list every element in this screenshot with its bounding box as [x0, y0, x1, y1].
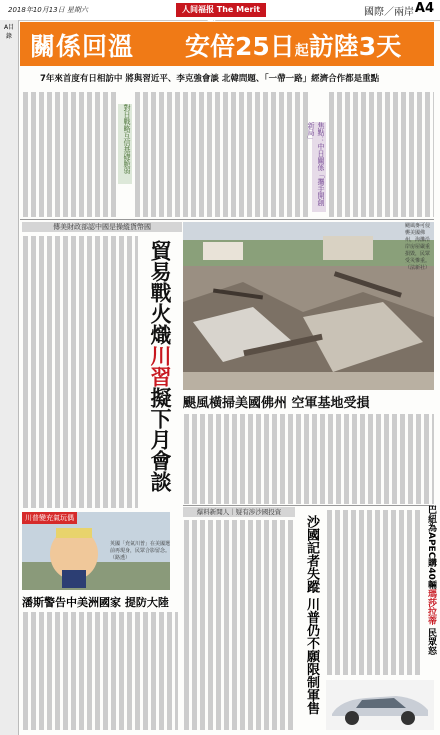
saudi-story-text — [183, 520, 295, 730]
lead-story-text — [22, 92, 118, 217]
hurricane-image — [183, 222, 434, 390]
page-header — [0, 0, 440, 21]
cartoon-caption: 英國「充氣川普」在美國選前再現身，民眾合影留念。（路透） — [110, 541, 171, 561]
lead-headline-left: 關係回溫 — [30, 32, 135, 61]
photo-caption: 颶風麥可侵襲美國佛州，海灘沿岸房屋嚴重損毀，民眾受災慘重。（法新社） — [405, 223, 431, 271]
storm-headline: 颶風橫掃美國佛州 空軍基地受損 — [183, 396, 370, 411]
cartoon-tag: 川普變充氣玩偶 — [22, 512, 77, 524]
trade-story-text — [22, 236, 138, 508]
trade-headline — [140, 240, 180, 510]
trade-headline-b: 擬下月會談 — [148, 387, 172, 492]
saudi-headline: 沙國記者失蹤 川普仍不願限制軍售 — [304, 515, 319, 715]
lead-headline-banner — [20, 22, 434, 66]
section-label: 國際／兩岸 — [364, 7, 414, 18]
apec-headline-red: 瑪莎拉蒂 — [426, 588, 436, 625]
lead-headline-right-b: 訪陸3天 — [308, 32, 402, 61]
trade-headline-red: 川習 — [148, 345, 172, 387]
apec-headline-b: 民眾怒 — [426, 624, 436, 655]
storm-story-text — [183, 414, 434, 504]
side-tag-purple: 焦點：中日關係「攜手開創新局」 — [312, 122, 326, 212]
pence-story-text — [22, 612, 178, 730]
hurricane-photo — [183, 222, 434, 390]
apec-headline — [425, 505, 438, 655]
lead-story-text-3 — [328, 92, 434, 217]
car-image — [326, 680, 434, 730]
trade-story-tag: 傳美財政部認中國是操縱貨幣國 — [22, 222, 182, 232]
bottom-divider — [183, 505, 434, 506]
lead-headline-right — [185, 27, 401, 63]
masthead-logo: 人间福报 The Merit — [176, 3, 266, 17]
index-sidebar — [0, 20, 19, 735]
saudi-story-tag: 爆料新聞人｜疑有涉沙國投資 — [183, 507, 295, 517]
lead-headline-right-small: 起 — [294, 43, 309, 59]
section-divider — [20, 219, 434, 220]
trade-headline-a: 貿易戰火熾 — [148, 240, 172, 345]
page-number: A4 — [414, 1, 434, 16]
lead-headline-right-a: 安倍25日 — [185, 32, 295, 61]
index-label: A目錄 — [3, 24, 15, 40]
apec-story-text — [326, 510, 422, 675]
side-tag-green: 對日戰略互信基礎脆弱 — [118, 104, 132, 184]
lead-subtitle: 7年來首度有日相訪中 將與習近平、李克強會談 北韓問題、「一帶一路」經濟合作都是重點 — [40, 74, 380, 84]
pence-headline: 潘斯警告中美洲國家 提防大陸 — [22, 596, 169, 609]
issue-date: 2018年10月13日 星期六 — [8, 6, 88, 14]
lead-story-text-2 — [134, 92, 310, 217]
maserati-car-photo — [326, 680, 434, 730]
apec-headline-a: 巴紐為APEC購40輛 — [426, 505, 436, 589]
